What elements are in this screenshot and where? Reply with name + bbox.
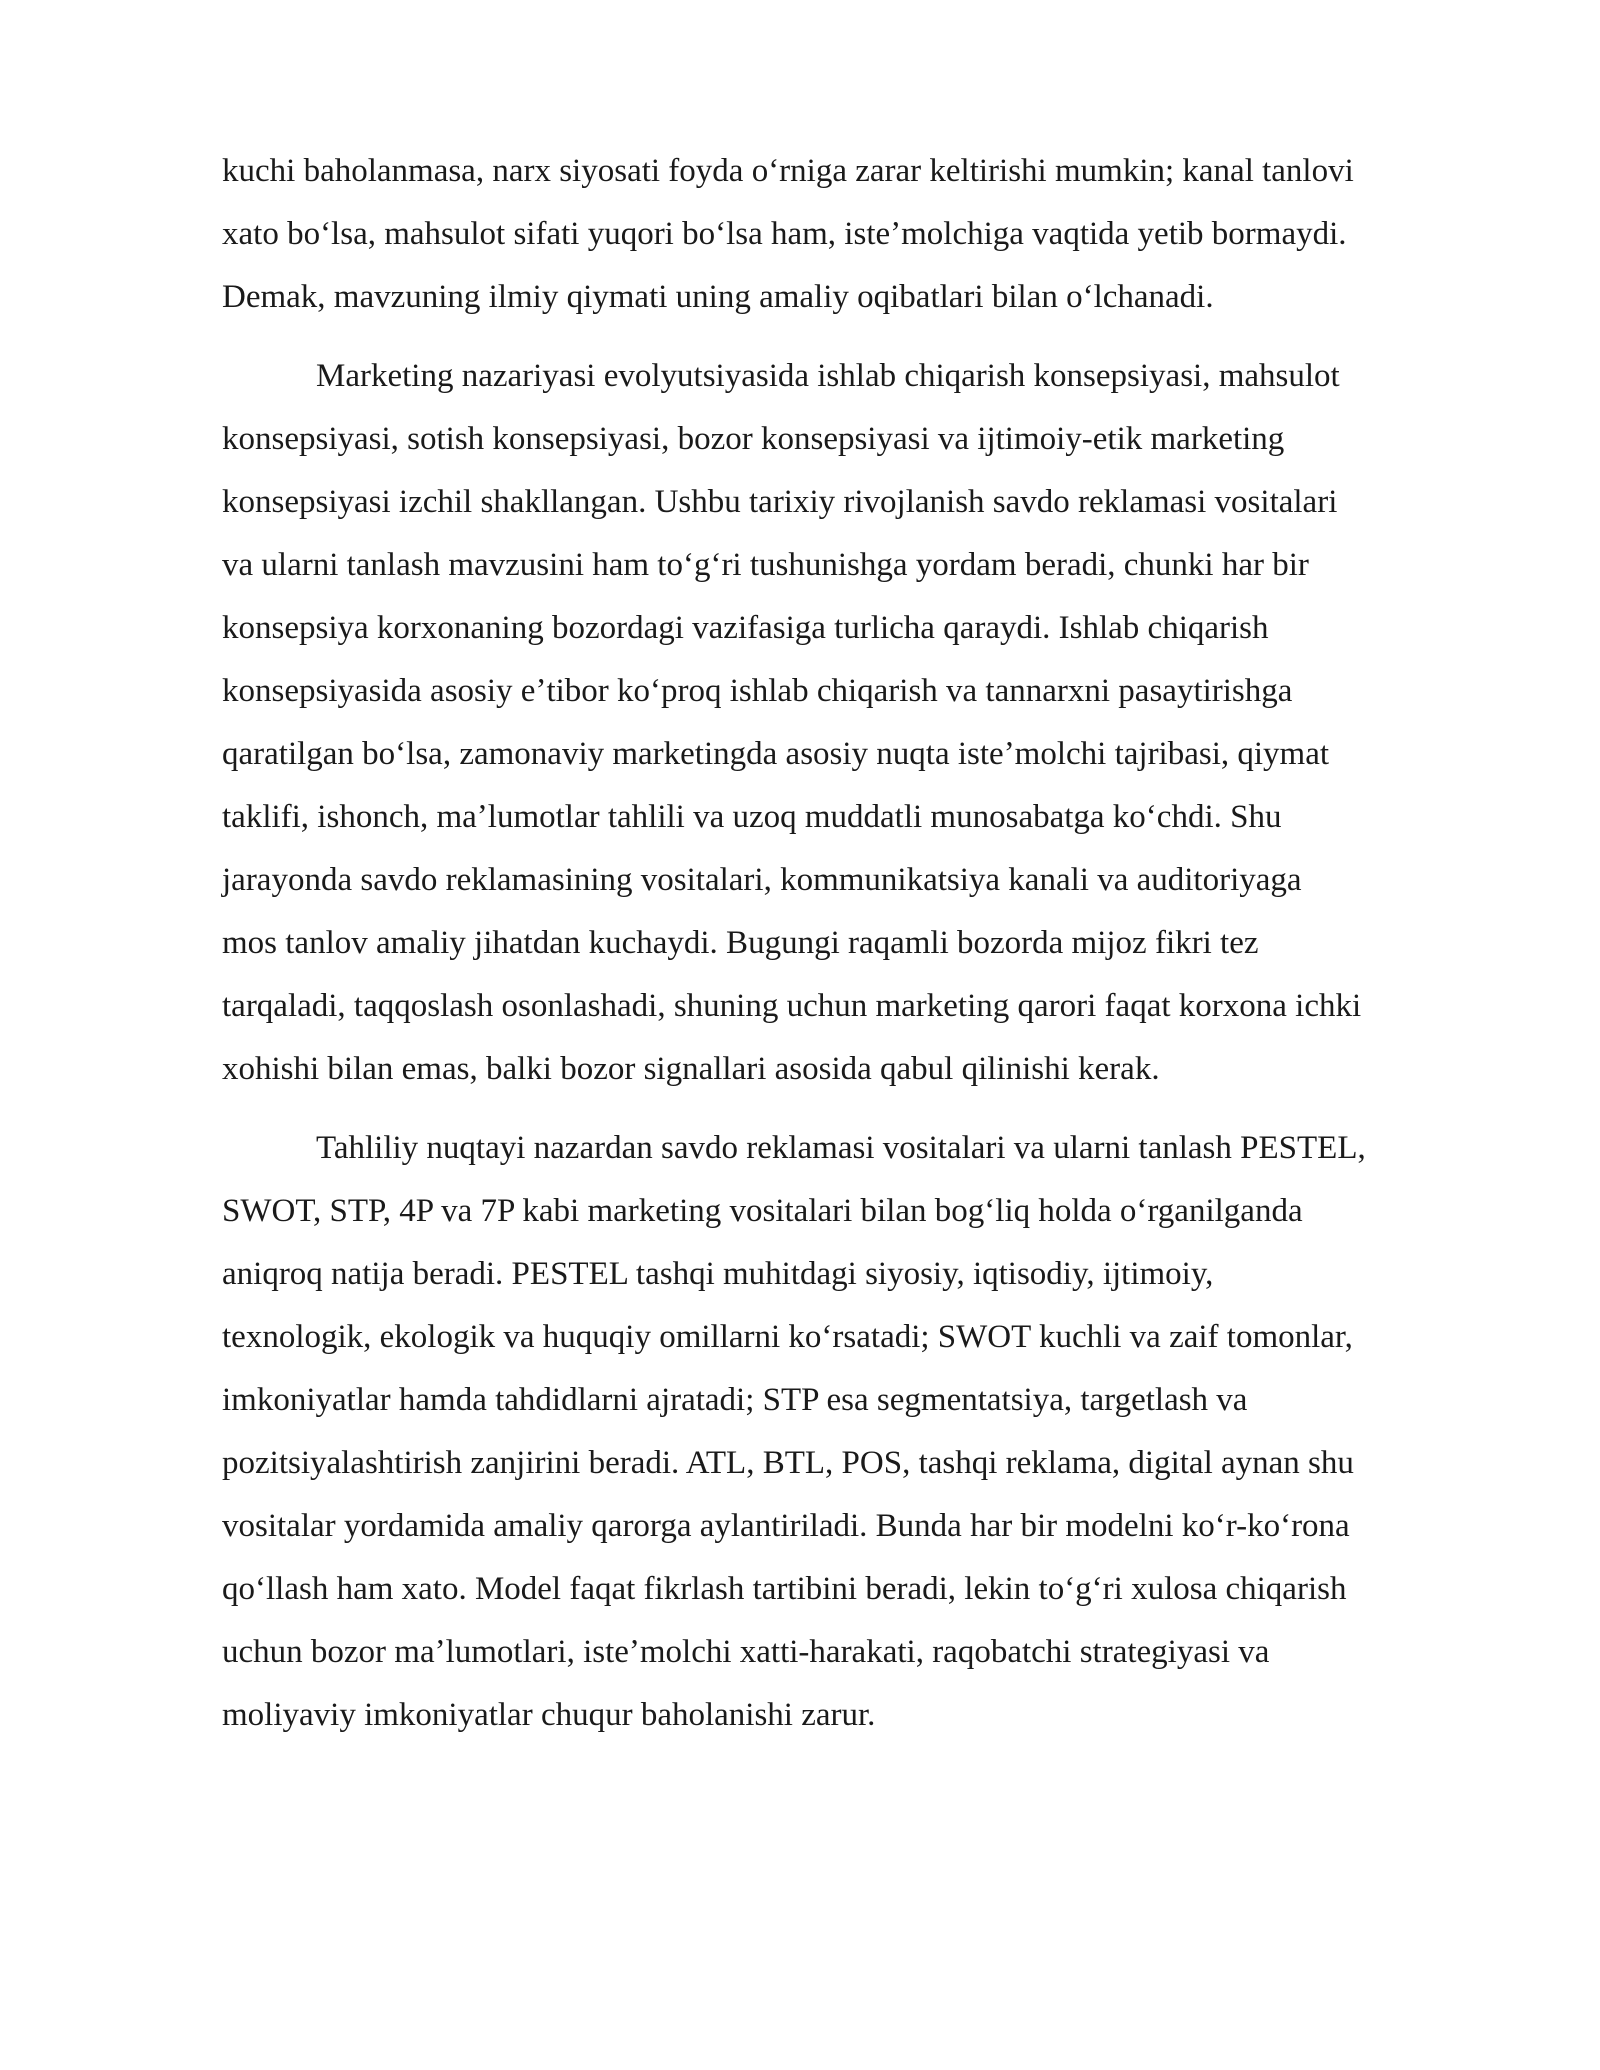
paragraph-3 (222, 1117, 1486, 1747)
text-line: pozitsiyalashtirish zanjirini beradi. ATL, BTL, POS, tashqi reklama, digital aynan shu (222, 1445, 1354, 1481)
text-line: Tahliliy nuqtayi nazardan savdo reklamasi vositalari va ularni tanlash PESTEL, (316, 1130, 1366, 1166)
text-line: moliyaviy imkoniyatlar chuqur baholanishi zarur. (222, 1697, 876, 1733)
text-line: vositalar yordamida amaliy qarorga aylantiriladi. Bunda har bir modelni koʻr-koʻrona (222, 1508, 1350, 1544)
text-line: SWOT, STP, 4P va 7P kabi marketing vositalari bilan bogʻliq holda oʻrganilganda (222, 1193, 1303, 1229)
text-line: jarayonda savdo reklamasining vositalari, kommunikatsiya kanali va auditoriyaga (222, 862, 1302, 898)
text-line: konsepsiya korxonaning bozordagi vazifasiga turlicha qaraydi. Ishlab chiqarish (222, 610, 1269, 646)
text-line: tarqaladi, taqqoslash osonlashadi, shuning uchun marketing qarori faqat korxona ichki (222, 988, 1362, 1024)
text-line: va ularni tanlash mavzusini ham toʻgʻri tushunishga yordam beradi, chunki har bir (222, 547, 1309, 583)
text-line: konsepsiyasi izchil shakllangan. Ushbu tarixiy rivojlanish savdo reklamasi vositalari (222, 484, 1338, 520)
text-line: imkoniyatlar hamda tahdidlarni ajratadi; STP esa segmentatsiya, targetlash va (222, 1382, 1248, 1418)
text-line: qoʻllash ham xato. Model faqat fikrlash tartibini beradi, lekin toʻgʻri xulosa chiqarish (222, 1571, 1347, 1607)
text-line: xato boʻlsa, mahsulot sifati yuqori boʻlsa ham, isteʼmolchiga vaqtida yetib bormaydi. (222, 216, 1347, 252)
paragraph-2 (222, 345, 1486, 1101)
text-line: Marketing nazariyasi evolyutsiyasida ishlab chiqarish konsepsiyasi, mahsulot (316, 358, 1340, 394)
text-line: texnologik, ekologik va huquqiy omillarni koʻrsatadi; SWOT kuchli va zaif tomonlar, (222, 1319, 1353, 1355)
text-line: konsepsiyasida asosiy eʼtibor koʻproq ishlab chiqarish va tannarxni pasaytirishga (222, 673, 1293, 709)
text-line: uchun bozor maʼlumotlari, isteʼmolchi xatti-harakati, raqobatchi strategiyasi va (222, 1634, 1270, 1670)
text-line: kuchi baholanmasa, narx siyosati foyda oʻrniga zarar keltirishi mumkin; kanal tanlovi (222, 153, 1354, 189)
paragraph-1 (222, 140, 1486, 329)
text-line: aniqroq natija beradi. PESTEL tashqi muhitdagi siyosiy, iqtisodiy, ijtimoiy, (222, 1256, 1214, 1292)
text-line: taklifi, ishonch, maʼlumotlar tahlili va uzoq muddatli munosabatga koʻchdi. Shu (222, 799, 1282, 835)
text-line: mos tanlov amaliy jihatdan kuchaydi. Bugungi raqamli bozorda mijoz fikri tez (222, 925, 1259, 961)
text-line: konsepsiyasi, sotish konsepsiyasi, bozor konsepsiyasi va ijtimoiy-etik marketing (222, 421, 1285, 457)
text-line: xohishi bilan emas, balki bozor signallari asosida qabul qilinishi kerak. (222, 1051, 1160, 1087)
text-line: Demak, mavzuning ilmiy qiymati uning amaliy oqibatlari bilan oʻlchanadi. (222, 279, 1214, 315)
document-body (222, 140, 1486, 1763)
text-line: qaratilgan boʻlsa, zamonaviy marketingda asosiy nuqta isteʼmolchi tajribasi, qiymat (222, 736, 1330, 772)
